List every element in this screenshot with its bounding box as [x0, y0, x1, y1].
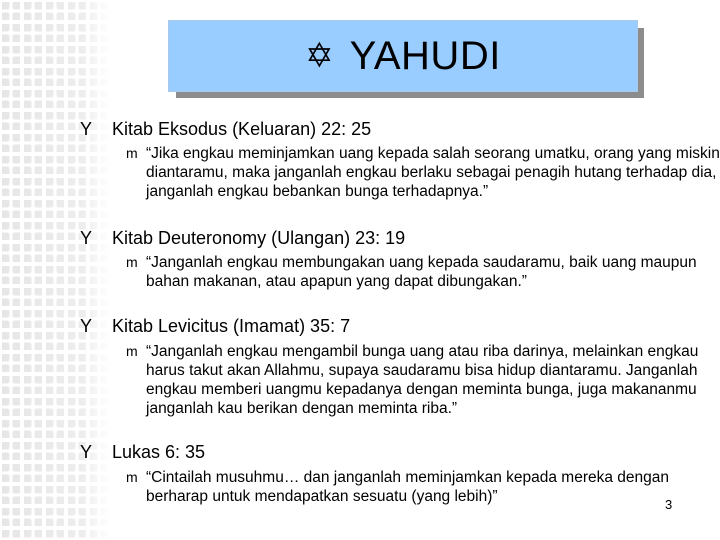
m-shaped-bullet-icon: m [126, 145, 138, 161]
bullet-item [80, 228, 405, 249]
bullet-item [80, 316, 350, 337]
bullet-item [80, 119, 371, 140]
bullet-item [80, 442, 205, 463]
sub-bullet-text: “Cintailah musuhmu… dan janganlah meminjamkan kepada mereka dengan berharap untuk mendapatkan sesuatu (yang lebih)” [146, 469, 669, 505]
sub-bullet-item [126, 342, 720, 418]
sub-bullet-text: “Janganlah engkau membungakan uang kepada saudaramu, baik uang maupun bahan makanan, atau apapun yang dapat dibungakan.” [146, 254, 697, 290]
bullet-heading: Lukas 6: 35 [112, 442, 206, 462]
sub-bullet-text: “Janganlah engkau mengambil bunga uang atau riba darinya, melainkan engkau harus takut akan Allahmu, supaya saudaramu bisa hidup diantaramu. Janganlah engkau memberi uangmu kepadanya dengan meminta bunga, juga makananmu janganlah kau berikan dengan meminta riba.” [146, 343, 699, 417]
sub-bullet-text: “Jika engkau meminjamkan uang kepada salah seorang umatku, orang yang miskin diantaramu, maka janganlah engkau berlaku sebagai penagih hutang terhadap dia, janganlah engkau bebankan bunga terhadapnya.” [146, 145, 720, 200]
m-shaped-bullet-icon: m [126, 343, 138, 359]
Y-shaped-bullet-icon: Y [80, 228, 93, 248]
page-title: YAHUDI [349, 33, 501, 78]
title-box [168, 20, 638, 92]
bullet-heading: Kitab Eksodus (Keluaran) 22: 25 [112, 119, 372, 139]
bullet-heading: Kitab Levicitus (Imamat) 35: 7 [112, 316, 351, 336]
Y-shaped-bullet-icon: Y [80, 119, 93, 139]
m-shaped-bullet-icon: m [126, 254, 138, 270]
bullet-heading: Kitab Deuteronomy (Ulangan) 23: 19 [112, 228, 406, 248]
Y-shaped-bullet-icon: Y [80, 442, 93, 462]
m-shaped-bullet-icon: m [126, 469, 138, 485]
star-of-david-icon: ✡ [305, 37, 334, 75]
page-number: 3 [665, 497, 673, 512]
sub-bullet-item [126, 253, 720, 291]
Y-shaped-bullet-icon: Y [80, 316, 93, 336]
sub-bullet-item [126, 144, 720, 201]
sub-bullet-item [126, 468, 720, 506]
